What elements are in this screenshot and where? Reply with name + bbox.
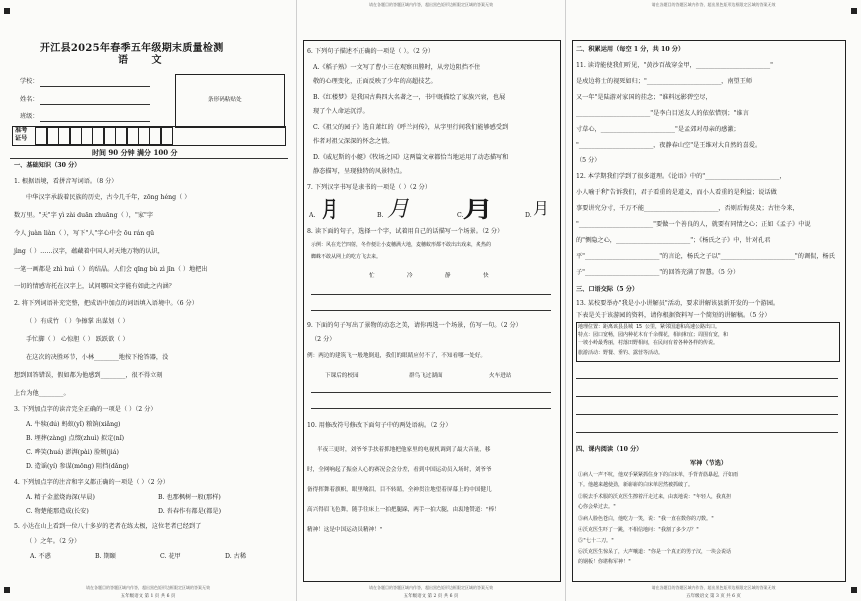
answer-area-border <box>303 40 561 582</box>
exam-id-label: 准考 <box>15 127 28 134</box>
q5-option-c[interactable]: C. 花甲 <box>160 553 181 560</box>
section-1-heading: 一、基础知识（30 分） <box>14 162 81 169</box>
q12-line: "________________________"要做一个善良的人，就要有同情之心；正如《孟子》中说 <box>576 221 811 228</box>
q5-option-a[interactable]: A. 不惑 <box>30 553 51 560</box>
page-number: 五年级语文 第 3 页 共 6 页 <box>686 594 741 599</box>
footer-note: 请在各题目的答题区域内作答，超出黑色矩形边框限定区域的答案无效 <box>651 585 776 590</box>
q1-line: 一切的情感寄托在汉字上，试问哪国文字能有如此之内涵？ <box>14 283 175 290</box>
q11-line: 又一年"是陆游对家国的挂念；"谁料远影碧空尽， <box>576 94 712 101</box>
q7-glyph-d: 月 <box>533 199 550 218</box>
barcode-area <box>175 74 285 128</box>
footer-note: 请在各题目的答题区域内作答，超出黑色矩形边框限定区域的答案无效 <box>369 585 493 590</box>
name-label: 姓名： <box>20 96 39 103</box>
info-row: 地理位置：距离该县县城 15 公里，紧邻国道和高速公路出口。 <box>578 324 721 330</box>
answer-line[interactable] <box>576 396 838 397</box>
q5-line: （ ）之年。（2 分） <box>26 538 81 545</box>
q7-option-b[interactable]: B. <box>377 212 384 219</box>
header-note: 请在各题目的答题区域内作答，超出黑色矩形边框限定区域的答案无效 <box>651 2 776 7</box>
q7-glyph-b: 月 <box>387 197 410 222</box>
q5-option-d[interactable]: D. 古稀 <box>225 553 247 560</box>
answer-line[interactable] <box>576 414 838 415</box>
q12-line: 12. 本学期我们学到了很多道理。《论语》中的"________________________， <box>576 173 786 180</box>
q7-option-d[interactable]: D. <box>525 212 532 219</box>
q2-line: 手忙脚（ ） 心惊胆（ ） 跃跃欲（ ） <box>26 336 129 343</box>
q6-option-b-cont: 现了个人命运沉浮。 <box>313 108 369 115</box>
q5-option-b[interactable]: B. 期颐 <box>95 553 116 560</box>
registration-mark <box>4 8 10 14</box>
section-3-heading: 三、口语交际（5 分） <box>576 286 639 293</box>
q8-word[interactable]: 快 <box>483 273 489 279</box>
info-row: 特点：园口宽畅，园内种花木有千余棵花，相间和宜；周围有宽，和 <box>578 332 729 338</box>
q2-line: （ ）有成竹 （ ）争擦掌 出谋划（ ） <box>26 318 129 325</box>
q9-scene[interactable]: 群鸟飞过湖面 <box>409 373 443 379</box>
reading-para: 的钢板！你堪称军神！" <box>578 559 632 565</box>
q11-line: 是戍边将士的视死如归；"________________________，南望王师 <box>576 78 753 85</box>
school-field[interactable] <box>40 86 150 87</box>
q3-option-c[interactable]: C. 哗笑(huá) 澎湃(pài) 脸颊(jiá) <box>26 449 119 456</box>
class-label: 班级： <box>20 113 39 120</box>
question-7: 7. 下列汉字书写是隶书的一项是（ ）（2 分） <box>307 184 432 191</box>
registration-mark <box>851 8 857 14</box>
q11-line: "________________________，夜静春山空"是王维对大自然的喜爱。 <box>576 142 762 149</box>
reading-para: ②脱去手术服的沃克医生擦着汗走过来，由衷地说："年轻人，我真担 <box>578 494 732 500</box>
q6-option-c-cont: 作者对祖父深深的怀念之情。 <box>313 138 394 145</box>
page-number: 五年级语文 第 1 页 共 6 页 <box>120 594 176 599</box>
reading-title: 军神（节选） <box>690 460 728 467</box>
q12-line: 子"________________________"的回答充满了智慧。（5 分） <box>576 269 740 276</box>
q9-scene[interactable]: 下课后的校园 <box>325 373 359 379</box>
q7-option-a[interactable]: A. <box>309 212 316 219</box>
q7-option-c[interactable]: C. <box>457 212 464 219</box>
exam-subject: 语 文 <box>118 55 172 66</box>
answer-line[interactable] <box>311 392 551 393</box>
q8-hint: 示例：风在光芒四射，冬作便让小麦穗满大地，麦穗蚁形都不敢出出戏来，炙热的 <box>311 242 492 248</box>
q6-option-d[interactable]: D.《威尼斯的小艇》《牧场之国》这两篇文章都恰当地运用了动态描写和 <box>313 154 509 161</box>
question-6: 6. 下列句子描述不正确的一项是（ ）。（2 分） <box>307 48 435 55</box>
q6-option-d-cont: 静态描写，呈现独特的风景特点。 <box>313 168 406 175</box>
q13-line: 13. 某校要举办"我是小小讲解员"活动，要求讲解该县新开发的一个游园。 <box>576 300 780 307</box>
question-3: 3. 下列加点字的读音完全正确的一项是（ ）（2 分） <box>14 406 157 413</box>
section-2-heading: 二、积累运用（每空 1 分，共 10 分） <box>576 46 685 53</box>
q12-line: 小人喻于利"告诉我们，君子看重的是道义，而小人看重的是利益；说话做 <box>576 189 777 196</box>
barcode-label: 条形码粘贴处 <box>208 97 242 103</box>
q12-line: 的"恻隐之心，________________________"；《杨氏之子》中，针对孔君 <box>576 237 771 244</box>
info-row: 一坡小岭最秀丽，村落田野相间，在民间有着各种各样的传说。 <box>578 340 719 346</box>
question-8: 8. 读下面的句子，选择一个字，试着用自己的话描写一个场景。（2 分） <box>307 228 504 235</box>
q3-option-a[interactable]: A. 牛犊(dú) 蚂蚁(yǐ) 粮饷(xiǎng) <box>26 421 121 428</box>
q1-line: 中华汉字承载着民族的历史，古今几千年，zōng héng（ ） <box>26 194 191 201</box>
answer-line[interactable] <box>311 294 551 295</box>
q8-word[interactable]: 静 <box>445 273 451 279</box>
q4-option-b[interactable]: B. 也那枫树一般(那样) <box>158 494 221 501</box>
q8-word[interactable]: 冷 <box>407 273 413 279</box>
q8-word[interactable]: 忙 <box>369 273 375 279</box>
section-4-heading: 四、课内阅读（10 分） <box>576 446 643 453</box>
exam-title: 开江县2025年春季五年级期末质量检测 <box>40 43 224 54</box>
answer-line[interactable] <box>311 408 551 409</box>
q10-text: 备得挥舞着旗帜，眼里噙泪，目不转睛，全神贯注地望着屏幕上的中国健儿 <box>307 487 492 493</box>
q11-line: 寸草心，________________________"是孟郊对母亲的感激； <box>576 126 740 133</box>
q8-hint: 蜘蛛不敢从网上的吃方飞去来。 <box>311 254 382 260</box>
q13-line: 下表是关于该游园的资料，请你根据资料写一个简短的讲解稿。（5 分） <box>576 312 771 319</box>
question-5: 5. 小达在山上看到一位八十多岁的老者在练太极，这位老者已经到了 <box>14 523 202 530</box>
q6-option-a-cont: 敬的心理变化，正面反映了少年的高超技艺。 <box>313 78 437 85</box>
reading-para: ③病人脸色苍白，他吃力一笑，说："我一直在数你的刀数。" <box>578 516 715 522</box>
question-4: 4. 下列加点字的注音和字义都正确的一项是（ ）（2 分） <box>14 479 169 486</box>
q12-line: 平"________________________"的言论，杨氏之子以"________________________"的调侃，杨氏 <box>576 253 835 260</box>
q2-line: 想到回答错误，假如都为他感到________，很不得立刻 <box>14 372 163 379</box>
exam-id-grid[interactable] <box>36 127 173 145</box>
reading-para: 下。他越来越使劲，新崭崭的白床单居然被抓破了。 <box>578 482 694 488</box>
q10-text: 时，全网响起了振奋人心的赛况会会分差，看到中国运动员入场时，刘爷爷 <box>307 467 492 473</box>
q2-line: 上台为他________。 <box>14 390 70 397</box>
school-label: 学校： <box>20 78 39 85</box>
footer-note: 请在各题目的答题区域内作答，超出黑色矩形边框限定区域的答案无效 <box>86 585 210 590</box>
q12-line: 事要讲究分寸，千万不能________________________，否则后悔莫及；古往今来， <box>576 205 799 212</box>
reading-para: 心你会晕过去。" <box>578 504 617 510</box>
q1-line: jìng（ ）……汉字，蕴藏着中国人对天地万物的认识， <box>14 248 164 255</box>
divider <box>10 158 288 159</box>
q10-text: 高兴得眉飞色舞，随手往床上一拍把腿跺，两手一拍大腿，由衷地赞道："棒！ <box>307 507 500 513</box>
reading-para: ⑥沃克医生惊呆了，大声嚷道："你是一个真正的男子汉，一块会说话 <box>578 549 732 555</box>
answer-line[interactable] <box>576 378 838 379</box>
header-note: 请在各题目的答题区域内作答，超出黑色矩形边框限定区域的答案无效 <box>369 2 493 7</box>
q7-glyph-c: 月 <box>462 197 494 223</box>
q10-text: 精神！这是中国运动员精神！" <box>307 527 383 533</box>
q7-glyph-a: 月 <box>322 197 338 223</box>
class-field[interactable] <box>40 121 150 122</box>
q4-option-d[interactable]: D. 沓春作有都是(都是) <box>158 508 222 515</box>
q1-line: 数万里。"天"字 yì zài duān zhuāng（ ），"家"字 <box>14 212 154 219</box>
page-number: 五年级语文 第 2 页 共 6 页 <box>403 594 459 599</box>
question-10: 10. 用修改符号修改下面句子中的两处语病。（2 分） <box>307 422 452 429</box>
time-score: 时间 90 分钟 满分 100 分 <box>92 148 178 157</box>
answer-line[interactable] <box>576 432 838 433</box>
question-9: 9. 下面的句子写出了景物的动态之美，请你再选一个场景，仿写一句。（2 分） <box>307 322 522 329</box>
reading-para: ①病人一声不吭，他双手紧紧抓住身下的白床单，手背青筋暴起，汗如雨 <box>578 472 739 478</box>
q6-option-a[interactable]: A.《稻子熟》一文写了曹小三在观察田塍时，从旁边阻挡不住 <box>313 64 481 71</box>
q2-line: 在这次的决胜环节，小林________地按下抢答器，没 <box>26 354 169 361</box>
q6-option-b[interactable]: B.《红楼梦》是我国古典四大名著之一，书中既描绘了家族兴衰，也展 <box>313 94 506 101</box>
name-field[interactable] <box>40 104 150 105</box>
reading-para: ⑤"七十二刀。" <box>578 538 615 544</box>
q11-score: （5 分） <box>576 157 601 164</box>
q9-scene[interactable]: 火车进站 <box>489 373 512 379</box>
q11-line: ________________________"是李白目送友人的依依惜别；"谁言 <box>576 110 749 117</box>
q6-option-c[interactable]: C.《祖父的园子》选自萧红的《呼兰河传》，从字里行间我们能够感受到 <box>313 124 509 131</box>
answer-line[interactable] <box>311 310 551 311</box>
question-1: 1. 根据语境，看拼音写词语。（8 分） <box>14 178 118 185</box>
info-row: 旅游活动：野餐、垂钓、露营等活动。 <box>578 350 664 356</box>
q4-option-c[interactable]: C. 物楚能那造成(长安) <box>26 508 89 515</box>
exam-page-1 <box>0 0 297 601</box>
q10-text: 半夜三更时，刘爷爷手扶着抓地把他家里的电视机调到了最大音量，移 <box>317 447 491 453</box>
q3-option-b[interactable]: B. 埋葬(zàng) 点缀(zhuì) 拟定(nǐ) <box>26 435 125 442</box>
reading-para: ④沃克医生吓了一跳，不相信地问："我割了多少刀？" <box>578 527 700 533</box>
q4-option-a[interactable]: A. 精子金蓝烧海深(早晨) <box>26 494 95 501</box>
question-2: 2. 将下列词语补充完整，把成语中加点的词语填入语境中。（6 分） <box>14 300 198 307</box>
q11-line: 11. 读诗能使我们听见，"黄沙百战穿金甲，________________________" <box>576 62 773 69</box>
exam-id-label: 证号 <box>15 135 28 142</box>
q9-example: 例：两边的建筑飞一般地倒退，我们的眼睛应付不了，不知看哪一处好。 <box>307 353 487 359</box>
exam-page-3 <box>566 0 861 601</box>
q9-score: （2 分） <box>311 336 336 343</box>
q1-line: 一笔一画都是 zhì huì（ ）的结晶。人们会 qīng bù zì jīn（ ）地把出 <box>14 266 208 273</box>
q3-option-d[interactable]: D. 造谣(yí) 参谋(mōng) 阻挡(dǎng) <box>26 463 129 470</box>
q1-line: 令人 juàn liàn（ ），写下"人"字心中会 ōu rán qū <box>14 230 155 237</box>
exam-page-2 <box>297 0 566 601</box>
